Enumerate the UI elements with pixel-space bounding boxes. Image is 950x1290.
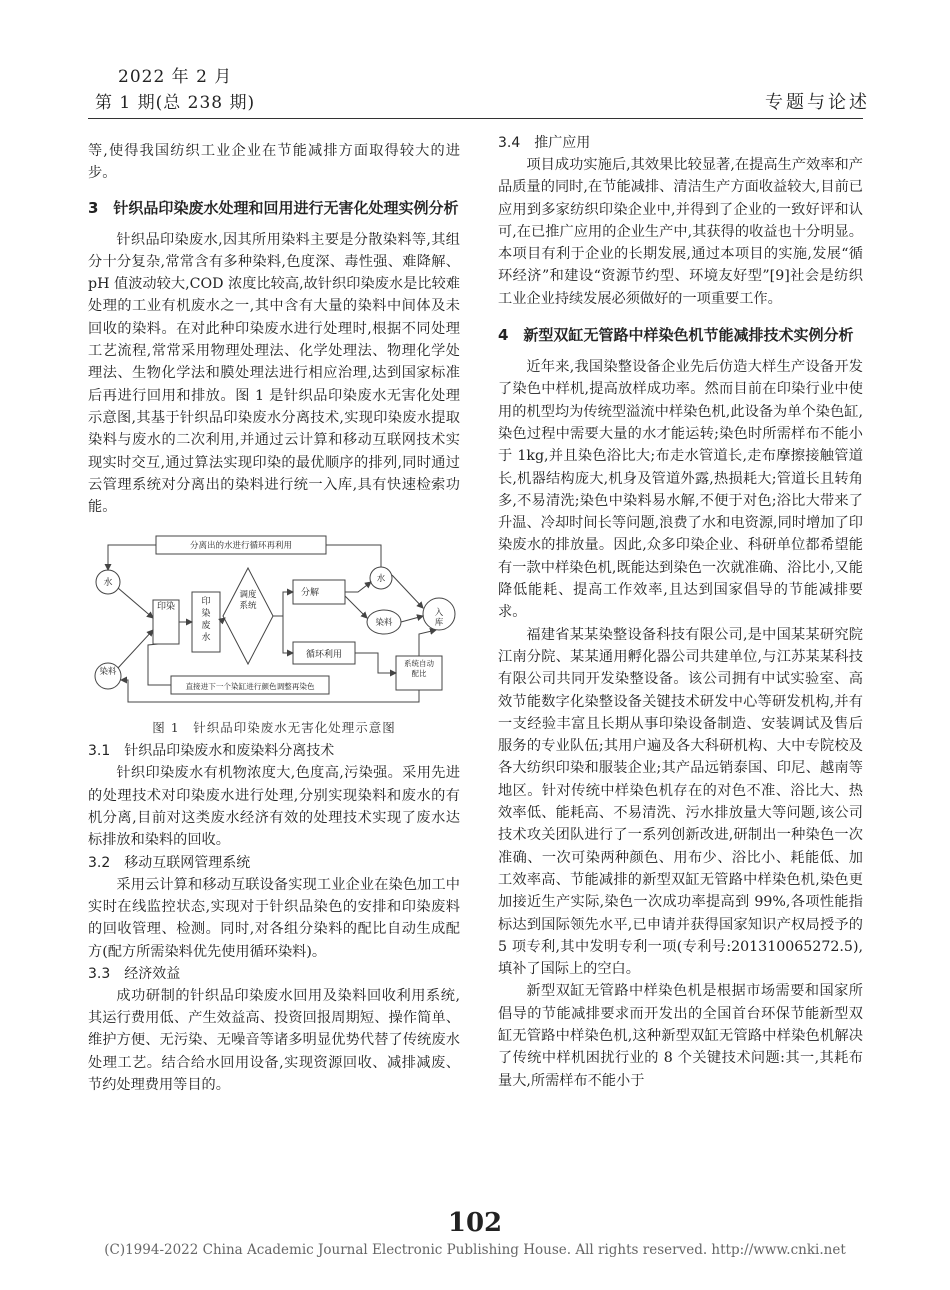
section-3-2-heading: 3.2 移动互联网管理系统 <box>88 854 251 871</box>
section-3-1-heading: 3.1 针织品印染废水和废染料分离技术 <box>88 743 335 760</box>
header-issue: 第 1 期(总 238 期) <box>95 93 256 113</box>
section-4-heading: 4 新型双缸无管路中样染色机节能减排技术实例分析 <box>498 326 854 345</box>
right-column <box>498 132 863 1092</box>
header-rule <box>88 118 863 119</box>
dispatch-label: 调度系统 <box>239 590 257 612</box>
water-out-label: 水 <box>376 574 386 585</box>
figure-1-diagram <box>88 530 463 710</box>
figure-1 <box>88 530 463 710</box>
separate-label: 分解 <box>300 588 320 599</box>
next-tank-label: 直接进下一个染缸进行颜色调整再染色 <box>185 682 315 692</box>
header-column: 专题与论述 <box>765 92 870 113</box>
section-3-paragraph: 针织品印染废水,因其所用染料主要是分散染料等,其组分十分复杂,常常含有多种染料,色度深、毒性强、难降解、pH 值波动较大,COD 浓度比较高,故针织印染废水是比较难处理的工业有机废水之一,其中含有大量的染料中间体及未回收的染料。在对此种印染废水进行处理时,根据不同处理工艺流程,常常采用物理处理法、化学处理法、物理化学处理法、生物化学法和膜处理法进行相应治理,达到国家标准后再进行回用和排放。图 1 是针织品印染废水无害化处理示意图,其基于针织品印染废水分离技术,实现印染废水提取染料与废水的二次利用,并通过云计算和移动互联网技术实现实时交互,通过算法实现印染的最优顺序的排列,同时通过云管理系统对分离出的染料进行统一入库,具有快速检索功能。 <box>88 231 460 516</box>
print-dye-label: 印染 <box>156 602 175 613</box>
water-in-label: 水 <box>103 578 113 589</box>
section-4-paragraph-3: 新型双缸无管路中样染色机是根据市场需要和国家所倡导的节能减排要求而开发出的全国首台环保节能新型双缸无管路中样染色机,这种新型双缸无管路中样染色机解决了传统中样机困扰行业的 8 个关键技术问题:其一,其耗布量大,所需样布不能小于 <box>498 983 863 1089</box>
section-4-paragraph-2: 福建省某某染整设备科技有限公司,是中国某某研究院江南分院、某某通用孵化器公司共建单位,与江苏某某科技有限公司共同开发染整设备。该公司拥有中试实验室、高效节能数字化染整设备关键技术研发中心等研发机构,并有一支经验丰富且长期从事印染设备制造、安装调试及售后服务的专业队伍;其用户遍及各大科研机构、大中专院校及各大纺织印染和服装企业;其产品远销泰国、印尼、越南等地区。针对传统中样染色机存在的对色不准、浴比大、热效率低、能耗高、不易清洗、污水排放量大等问题,该公司技术攻关团队进行了一系列创新改进,研制出一种染色一次准确、一次可染两种颜色、用布少、浴比小、耗能低、加工效率高、节能减排的新型双缸无管路中样染色机,染色更加接近生产实际,染色一次成功率提高到 99%,各项性能指标达到国际领先水平,已申请并获得国家知识产权局授予的 5 项专利,其中发明专利一项(专利号:201310065272.5),填补了国际上的空白。 <box>498 626 863 978</box>
section-3-2-paragraph: 采用云计算和移动互联设备实现工业企业在染色加工中实时在线监控状态,实现对于针织品染色的安排和印染废料的回收管理、检测。同时,对各组分染料的配比自动生成配方(配方所需染料优先使用循环染料)。 <box>88 876 460 960</box>
left-column <box>88 140 460 1096</box>
recycle-label: 循环利用 <box>305 650 343 661</box>
top-banner-label: 分离出的水进行循环再利用 <box>189 541 293 552</box>
paragraph-continued: 等,使得我国纺织工业企业在节能减排方面取得较大的进步。 <box>88 143 460 182</box>
header-date: 2022 年 2 月 <box>118 67 233 87</box>
copyright-footer: (C)1994-2022 China Academic Journal Electronic Publishing House. All rights reserved. http://www.cnki.net <box>104 1242 846 1258</box>
section-3-1-paragraph: 针织印染废水有机物浓度大,色度高,污染强。采用先进的处理技术对印染废水进行处理,分别实现染料和废水的有机分离,目前对这类废水经济有效的处理技术实现了废水达标排放和染料的回收。 <box>88 765 460 849</box>
dispatch-diamond <box>223 568 273 664</box>
section-3-3-paragraph: 成功研制的针织品印染废水回用及染料回收利用系统,其运行费用低、产生效益高、投资回报周期短、操作简单、维护方便、无污染、无噪音等诸多明显优势代替了传统废水处理工艺。结合给水回用设备,实现资源回收、减排减废、节约处理费用等目的。 <box>88 987 460 1094</box>
section-3-heading: 3 针织品印染废水处理和回用进行无害化处理实例分析 <box>88 198 459 217</box>
section-4-paragraph-1: 近年来,我国染整设备企业先后仿造大样生产设备开发了染色中样机,提高放样成功率。然而目前在印染行业中使用的机型均为传统型溢流中样染色机,此设备为单个染色缸,染色过程中需要大量的水才能运转;染色时所需样布不能小于 1kg,并且染色浴比大;布走水管道长,走布摩擦接触管道长,机器结构庞大,机身及管道外露,热损耗大;管道长且转角多,不易清洗;染色中染料易水解,不便于对色;浴比大带来了升温、冷却时间长等问题,浪费了水和电资源,同时增加了印染废水的排放量。因此,众多印染企业、科研单位都希望能有一款中样染色机,既能达到染色一次就准确、浴比小,又能降低能耗、提高工作效率,且达到国家倡导的节能减排要求。 <box>498 359 863 621</box>
section-3-3-heading: 3.3 经济效益 <box>88 965 181 982</box>
section-3-4-heading: 3.4 推广应用 <box>498 135 591 151</box>
section-3-4-paragraph: 项目成功实施后,其效果比较显著,在提高生产效率和产品质量的同时,在节能减排、清洁生产方面收益较大,目前已应用到多家纺织印染企业中,并得到了企业的一致好评和认可,在已推广应用的企业生产中,其获得的收益也十分明显。本项目有利于企业的长期发展,通过本项目的实施,发展“循环经济”和建设“资源节约型、环境友好型”[9]社会是纺织工业企业持续发展必须做好的一项重要工作。 <box>498 157 863 307</box>
storage-label: 入库 <box>434 608 444 629</box>
waste-water-label: 印染废水 <box>201 597 211 644</box>
dye-in-label: 染料 <box>99 667 117 678</box>
dye-out-label: 染料 <box>375 618 393 629</box>
page-number: 102 <box>447 1208 503 1238</box>
figure-1-caption: 图 1 针织品印染废水无害化处理示意图 <box>152 720 396 736</box>
auto-ratio-label: 系统自动配比 <box>404 659 434 679</box>
